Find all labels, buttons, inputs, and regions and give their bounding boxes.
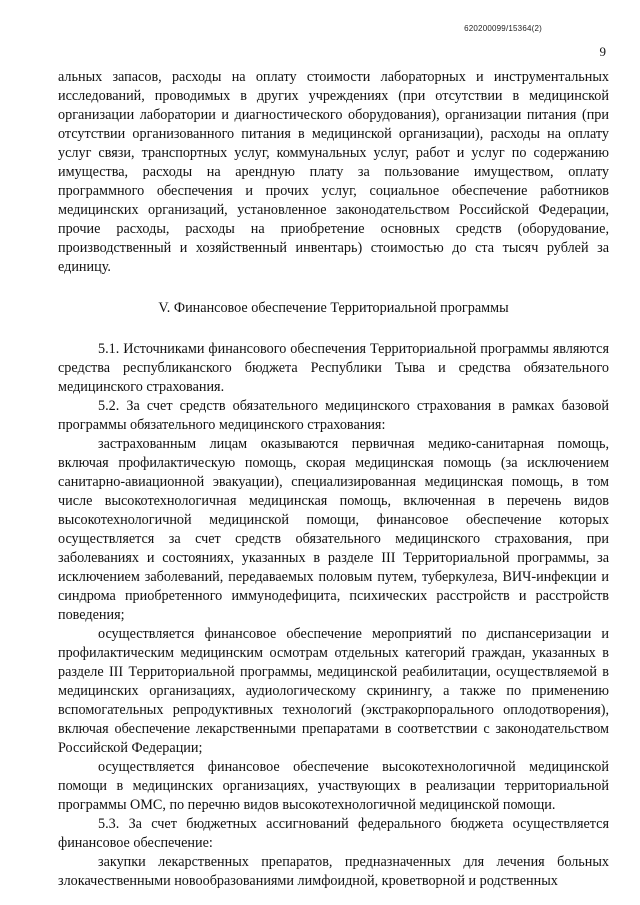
paragraph-drug-procurement: закупки лекарственных препаратов, предназначенных для лечения больных злокачественными новообразованиями лимфоидной, кроветворной и родственных [58,854,609,889]
paragraph-dispensary-financing: осуществляется финансовое обеспечение мероприятий по диспансеризации и профилактическим медицинским осмотрам отдельных категорий граждан, указанных в разделе III Территориальной программы, медицинской реабилитации, осуществляемой в медицинских организациях, аудиологическому скринингу, а также по применению вспомогательных репродуктивных технологий (экстракорпорального оплодотворения), включая обеспечение лекарственными препаратами в соответствии с законодательством Российской Федерации; [58,626,609,756]
paragraph-continuation: альных запасов, расходы на оплату стоимости лабораторных и инструментальных исследований, проводимых в других учреждениях (при отсутствии в медицинской организации лаборатории и диагностического оборудования), организации питания (при отсутствии организованного питания в медицинской организации), расходы на оплату услуг связи, транспортных услуг, коммунальных услуг, работ и услуг по содержанию имущества, расходы на арендную плату за пользование имуществом, оплату программного обеспечения и прочих услуг, социальное обеспечение работников медицинских организаций, установленное законодательством Российской Федерации, прочие расходы, расходы на приобретение основных средств (оборудование, производственный и хозяйственный инвентарь) стоимостью до ста тысяч рублей за единицу. [58,69,609,275]
section-heading: V. Финансовое обеспечение Территориальной программы [158,300,509,316]
paragraph-5-3: 5.3. За счет бюджетных ассигнований федерального бюджета осуществляется финансовое обеспечение: [58,816,609,851]
paragraph-5-2: 5.2. За счет средств обязательного медицинского страхования в рамках базовой программы обязательного медицинского страхования: [58,398,609,433]
page-number: 9 [599,44,606,59]
document-id: 620200099/15364(2) [464,24,542,33]
document-body [58,68,609,891]
paragraph-insured-persons: застрахованным лицам оказываются первичная медико-санитарная помощь, включая профилактическую помощь, скорая медицинская помощь (за исключением санитарно-авиационной эвакуации), специализированная медицинская помощь, в том числе высокотехнологичная медицинская помощь, включенная в перечень видов высокотехнологичной медицинской помощи, финансовое обеспечение которых осуществляется за счет средств обязательного медицинского страхования, при заболеваниях и состояниях, указанных в разделе III Территориальной программы, за исключением заболеваний, передаваемых половым путем, туберкулеза, ВИЧ-инфекции и синдрома приобретенного иммунодефицита, психических расстройств и расстройств поведения; [58,436,609,623]
paragraph-high-tech-care: осуществляется финансовое обеспечение высокотехнологичной медицинской помощи в медицинских организациях, участвующих в реализации территориальной программы ОМС, по перечню видов высокотехнологичной медицинской помощи. [58,759,609,813]
paragraph-5-1: 5.1. Источниками финансового обеспечения Территориальной программы являются средства республиканского бюджета Республики Тыва и средства обязательного медицинского страхования. [58,341,609,395]
